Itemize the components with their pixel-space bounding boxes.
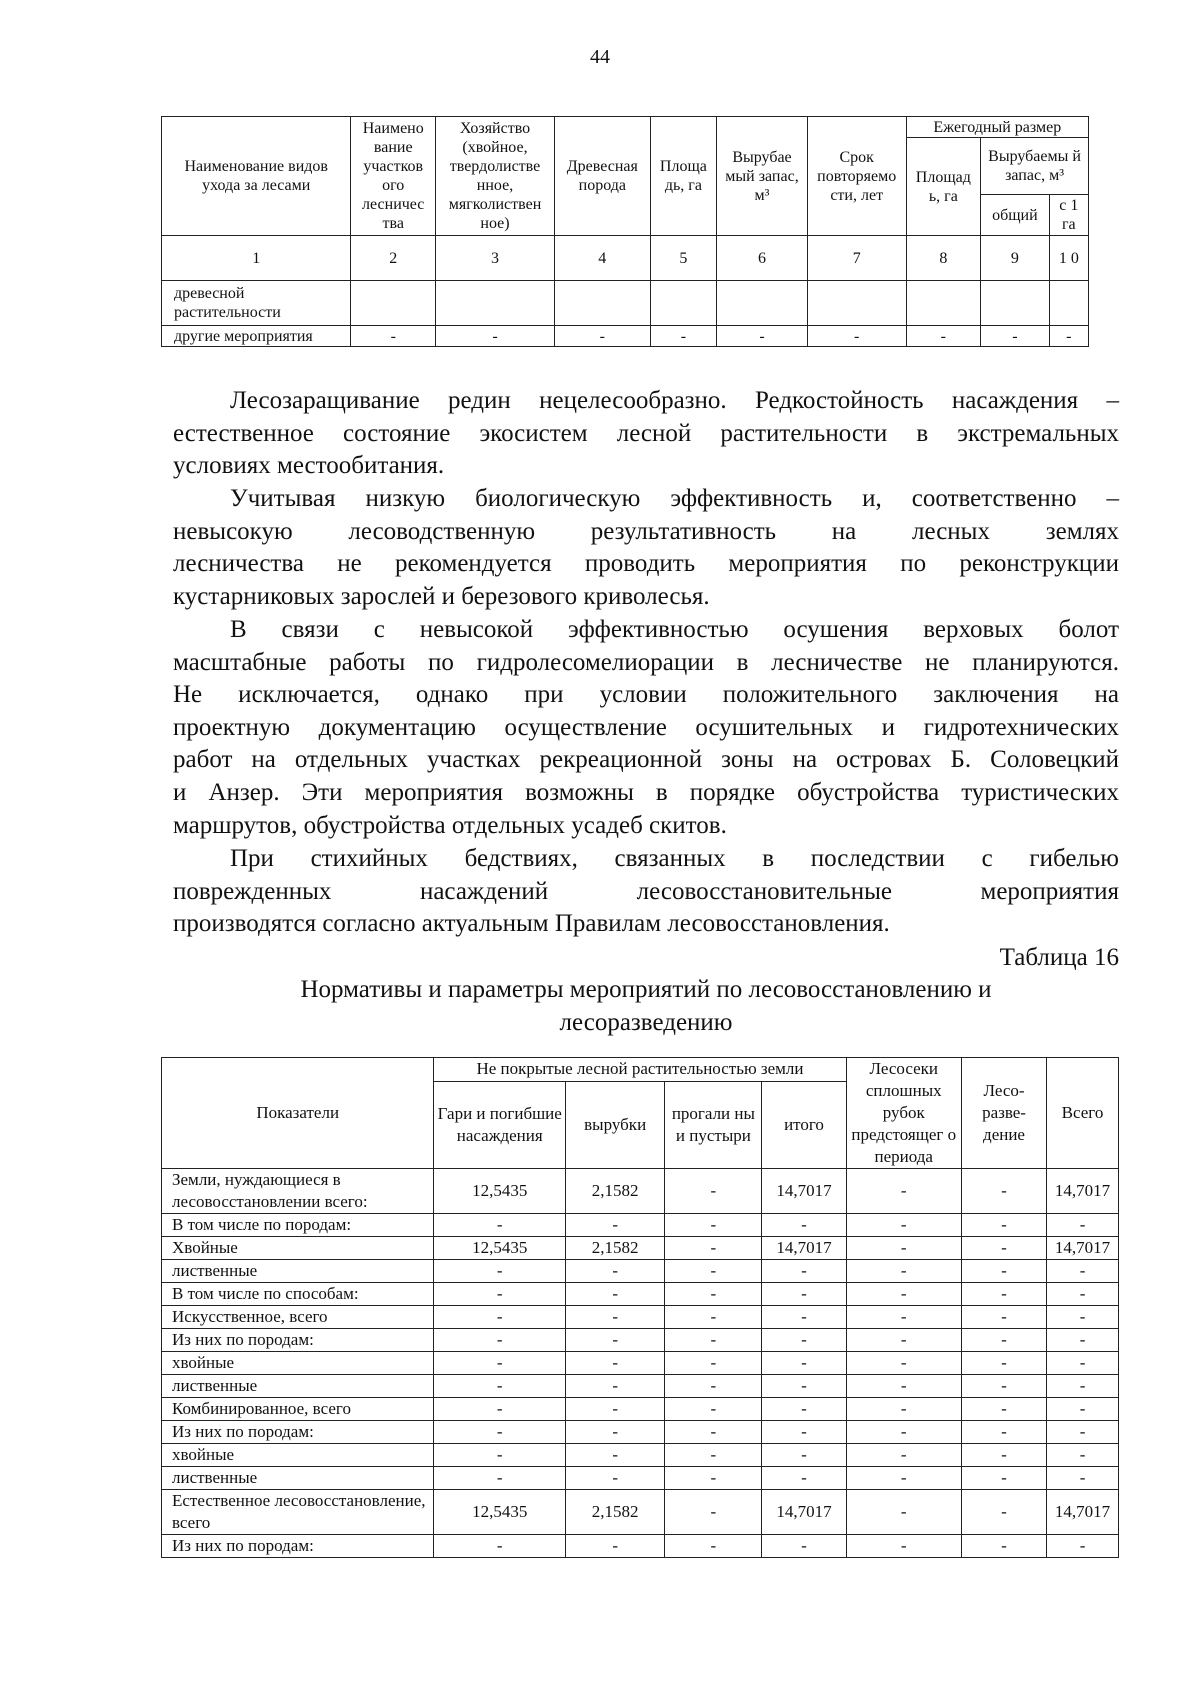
table-row [162,1398,1119,1421]
table-cell: - [1047,1467,1119,1490]
table-cell: - [434,1467,566,1490]
table-cell: - [961,1260,1046,1283]
table-cell: - [566,1283,665,1306]
table-row [162,326,1089,347]
column-number: 5 [650,236,717,281]
row-label: лиственные [162,1375,434,1398]
table-cell: 2,1582 [566,1490,665,1535]
table-cell: - [665,1490,762,1535]
header-indicators: Показатели [162,1058,434,1169]
text-line: маршрутов, обустройства отдельных усадеб скитов. [173,811,727,839]
table-cell: - [762,1535,846,1558]
header-glades: прогали ны и пустыри [665,1081,762,1168]
table-cell [717,281,808,326]
table-row [162,1375,1119,1398]
table-cell: - [665,1444,762,1467]
text-line: Не исключается, однако при условии положительного заключения на [173,681,1119,709]
table-cell: - [434,1535,566,1558]
table-cell: - [665,1329,762,1352]
table-cell: - [846,1535,961,1558]
text-line: поврежденных насаждений лесовосстановительные мероприятия [173,877,1119,905]
table-cell: - [566,1352,665,1375]
table-cell: 14,7017 [762,1169,846,1214]
paragraph-drainage [173,614,1119,842]
row-label: В том числе по породам: [162,1214,434,1237]
text-line: работ на отдельных участках рекреационной зоны на островах Б. Соловецкий [173,746,1119,774]
table-cell: - [762,1375,846,1398]
row-label: хвойные [162,1444,434,1467]
table-cell: - [846,1306,961,1329]
table-row [162,1329,1119,1352]
table-cell: - [981,326,1050,347]
table-cell: 14,7017 [1047,1490,1119,1535]
table-cell: - [650,326,717,347]
table-cell: - [961,1237,1046,1260]
column-number: 3 [436,236,555,281]
row-label: хвойные [162,1352,434,1375]
table-cell [554,281,650,326]
text-line: Лесозаращивание редин нецелесообразно. Редкостойность насаждения – [230,387,1119,414]
table-cell: - [846,1169,961,1214]
table-cell [351,281,436,326]
text-line: естественное состояние экосистем лесной растительности в экстремальных [173,419,1119,447]
text-line: кустарниковых зарослей и березового криволесья. [173,582,710,610]
table-cell [436,281,555,326]
table-cell: - [762,1329,846,1352]
table-cell: - [807,326,906,347]
table-cell: - [762,1283,846,1306]
table-cell: - [566,1444,665,1467]
table-cell: - [717,326,808,347]
table-row [162,1421,1119,1444]
table-cell: - [434,1260,566,1283]
header-per-ha: с 1 га [1049,195,1088,236]
table-cell: - [846,1352,961,1375]
row-label: Комбинированное, всего [162,1398,434,1421]
row-label: другие мероприятия [162,326,351,347]
reforestation-table [161,1057,1119,1558]
table-cell: - [906,326,981,347]
table-cell: - [1047,1260,1119,1283]
table-cell: - [846,1283,961,1306]
table-cell: - [762,1306,846,1329]
table-cell: - [665,1535,762,1558]
table-cell: - [1047,1214,1119,1237]
table-cell: - [961,1535,1046,1558]
header-care-type: Наименование видов ухода за лесами [162,117,351,236]
table-cell: - [846,1237,961,1260]
row-label: лиственные [162,1260,434,1283]
row-label: Земли, нуждающиеся в лесовосстановлении всего: [162,1169,434,1214]
table-cell: - [434,1306,566,1329]
table-cell: - [566,1260,665,1283]
table-cell: - [762,1467,846,1490]
table-cell: 14,7017 [762,1490,846,1535]
header-cut-volume-group: Вырубаемы й запас, м³ [981,138,1089,195]
table-cell: - [434,1444,566,1467]
table-cell: - [566,1421,665,1444]
paragraph-disasters [173,843,1119,941]
table-cell: - [1047,1306,1119,1329]
table-row [162,1306,1119,1329]
table-cell: - [434,1283,566,1306]
header-subtotal: итого [762,1081,846,1168]
header-total: общий [981,195,1050,236]
table-cell: - [1047,1352,1119,1375]
table-cell: - [434,1352,566,1375]
header-annual-size: Ежегодный размер [906,117,1088,138]
table-cell: - [665,1421,762,1444]
column-number: 6 [717,236,808,281]
table-cell: - [961,1444,1046,1467]
header-cuttings: вырубки [566,1081,665,1168]
text-line: масштабные работы по гидролесомелиорации в лесничестве не планируются. [173,648,1119,676]
table-cell: - [961,1329,1046,1352]
column-number: 2 [351,236,436,281]
table-cell: - [846,1260,961,1283]
table-cell: - [762,1421,846,1444]
header-area: Площа дь, га [650,117,717,236]
column-number: 7 [807,236,906,281]
table-cell [1049,281,1088,326]
header-forestry-section: Наимено вание участков ого лесничес тва [351,117,436,236]
table-cell: - [566,1535,665,1558]
text-line: условиях местообитания. [173,452,445,480]
table-cell: - [961,1306,1046,1329]
table-cell: - [762,1444,846,1467]
row-label: Из них по породам: [162,1535,434,1558]
table-row [162,1214,1119,1237]
forest-care-table [161,116,1089,347]
table-cell [906,281,981,326]
row-label: лиственные [162,1467,434,1490]
table-cell: 12,5435 [434,1237,566,1260]
table-cell: - [961,1169,1046,1214]
table-cell: - [762,1214,846,1237]
table-row [162,281,1089,326]
table-cell: - [566,1467,665,1490]
text-line: При стихийных бедствиях, связанных в последствии с гибелью [230,845,1119,872]
table-cell: - [1047,1398,1119,1421]
table-cell: - [665,1260,762,1283]
column-number: 1 [162,236,351,281]
table-cell: - [961,1490,1046,1535]
table-cell: - [1049,326,1088,347]
table-cell: - [434,1421,566,1444]
header-not-covered: Не покрытые лесной растительностью земли [434,1058,846,1082]
table-cell: - [762,1398,846,1421]
table-cell [981,281,1050,326]
table-cell: - [566,1375,665,1398]
row-label: Искусственное, всего [162,1306,434,1329]
table-cell: - [762,1352,846,1375]
table-cell: - [566,1329,665,1352]
table-cell: - [1047,1329,1119,1352]
table-row [162,1467,1119,1490]
row-label: Из них по породам: [162,1421,434,1444]
table-cell: - [351,326,436,347]
row-label: Хвойные [162,1237,434,1260]
page-number: 44 [590,46,610,68]
table-cell: 2,1582 [566,1169,665,1214]
table-cell: - [554,326,650,347]
table-cell: - [961,1398,1046,1421]
row-label: В том числе по способам: [162,1283,434,1306]
table-cell: - [961,1214,1046,1237]
table-cell: 14,7017 [1047,1169,1119,1214]
table-row [162,1490,1119,1535]
header-repeat-period: Срок повторяемо сти, лет [807,117,906,236]
text-line: и Анзер. Эти мероприятия возможны в порядке обустройства туристических [173,778,1119,806]
table-cell: - [846,1490,961,1535]
column-number: 4 [554,236,650,281]
table-cell: - [1047,1421,1119,1444]
table-cell: - [665,1375,762,1398]
column-number: 9 [981,236,1050,281]
table-cell: - [961,1375,1046,1398]
table-cell: - [665,1352,762,1375]
table-cell [650,281,717,326]
table-cell: - [566,1214,665,1237]
table-cell: - [665,1169,762,1214]
table-cell: - [846,1467,961,1490]
column-number: 8 [906,236,981,281]
table-cell: - [665,1214,762,1237]
table-cell: - [434,1398,566,1421]
row-label: Естественное лесовосстановление, всего [162,1490,434,1535]
table-cell: 14,7017 [762,1237,846,1260]
text-line: В связи с невысокой эффективностью осушения верховых болот [230,616,1119,643]
table-cell: 2,1582 [566,1237,665,1260]
table-cell: - [566,1398,665,1421]
table-title-line: лесоразведению [559,1008,733,1036]
table-cell: - [1047,1375,1119,1398]
header-cut-volume: Вырубае мый запас, м³ [717,117,808,236]
table-title-line: Нормативы и параметры мероприятий по лесовосстановлению и [300,976,992,1003]
row-label: древесной растительности [162,281,351,326]
table-row [162,1352,1119,1375]
text-line: Учитывая низкую биологическую эффективность и, соответственно – [230,485,1119,512]
table-cell: - [665,1237,762,1260]
table-cell: - [665,1283,762,1306]
header-tree-species: Древесная порода [554,117,650,236]
table-cell: - [846,1329,961,1352]
table-cell: - [846,1444,961,1467]
table-cell: - [434,1214,566,1237]
table-row [162,1535,1119,1558]
column-number-row [162,236,1089,281]
table-cell: - [665,1398,762,1421]
header-afforestation: Лесо- разве- дение [961,1058,1046,1169]
table-cell: - [1047,1283,1119,1306]
table-cell: - [846,1214,961,1237]
table-cell: - [961,1421,1046,1444]
header-clearcut: Лесосеки сплошных рубок предстоящег о периода [846,1058,961,1169]
table-cell: 12,5435 [434,1490,566,1535]
table-cell: - [1047,1444,1119,1467]
paragraph-afforestation [173,385,1119,483]
table-number: Таблица 16 [999,944,1119,971]
table-cell [807,281,906,326]
header-annual-area: Площад ь, га [906,138,981,236]
table-cell: - [846,1398,961,1421]
table-title [173,974,1119,1039]
table-cell: - [434,1329,566,1352]
table-cell: - [434,1375,566,1398]
table-cell: - [961,1467,1046,1490]
table-cell: - [846,1421,961,1444]
paragraph-reconstruction [173,483,1119,613]
header-economy: Хозяйство (хвойное, твердолистве нное, мягколиствен ное) [436,117,555,236]
table-cell: - [436,326,555,347]
table-cell: - [961,1352,1046,1375]
table-row [162,1444,1119,1467]
table-row [162,1260,1119,1283]
table-cell: - [665,1306,762,1329]
text-line: производятся согласно актуальным Правилам лесовосстановления. [173,910,890,938]
table-cell: 14,7017 [1047,1237,1119,1260]
table-cell: - [961,1283,1046,1306]
text-line: лесничества не рекомендуется проводить мероприятия по реконструкции [173,550,1119,578]
table-row [162,1283,1119,1306]
table-row [162,1237,1119,1260]
text-line: невысокую лесоводственную результативность на лесных землях [173,517,1119,545]
header-burned: Гари и погибшие насаждения [434,1081,566,1168]
table-cell: 12,5435 [434,1169,566,1214]
header-total: Всего [1047,1058,1119,1169]
table-cell: - [1047,1535,1119,1558]
column-number: 1 0 [1049,236,1088,281]
text-line: проектную документацию осуществление осушительных и гидротехнических [173,713,1119,741]
table-row [162,1169,1119,1214]
table-cell: - [762,1260,846,1283]
table-cell: - [846,1375,961,1398]
row-label: Из них по породам: [162,1329,434,1352]
table-cell: - [665,1467,762,1490]
table-cell: - [566,1306,665,1329]
